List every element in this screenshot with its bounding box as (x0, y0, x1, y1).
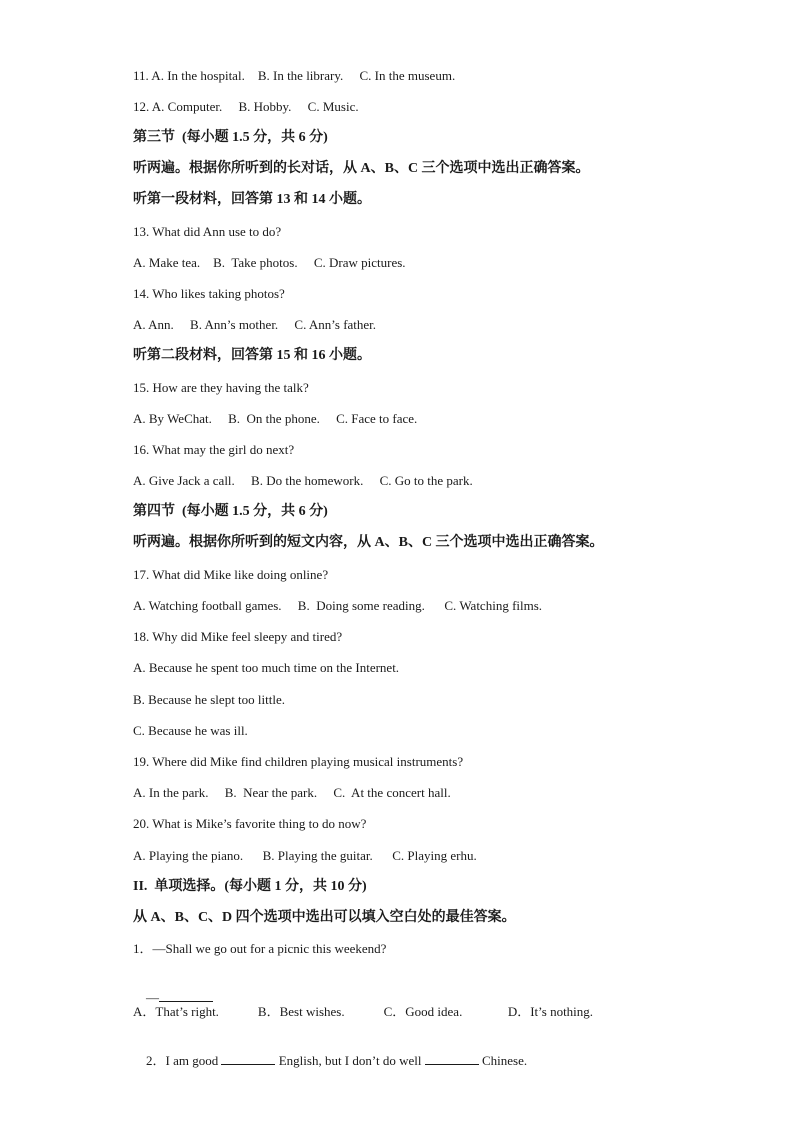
part-2-question-1: 1．—Shall we go out for a picnic this weekend? (133, 941, 387, 956)
question-2-text-start: 2．I am good (146, 1053, 222, 1068)
section-3-part-1-heading: 听第一段材料，回答第 13 和 14 小题。 (133, 192, 371, 207)
answer-blank-2 (425, 1052, 479, 1065)
question-17-options: A. Watching football games. B. Doing some reading. C. Watching films. (133, 598, 543, 613)
question-12: 12. A. Computer. B. Hobby. C. Music. (133, 99, 359, 114)
question-18: 18. Why did Mike feel sleepy and tired? (133, 629, 343, 644)
question-16: 16. What may the girl do next? (133, 442, 295, 457)
question-13-options: A. Make tea. B. Take photos. C. Draw pictures. (133, 255, 406, 270)
answer-blank-1 (221, 1052, 275, 1065)
section-3-instruction: 听两遍。根据你所听到的长对话，从 A、B、C 三个选项中选出正确答案。 (133, 161, 590, 176)
section-3-part-2-heading: 听第二段材料，回答第 15 和 16 小题。 (133, 348, 371, 363)
question-16-options: A. Give Jack a call. B. Do the homework. C. Go to the park. (133, 473, 473, 488)
question-2-text-end: Chinese. (478, 1053, 528, 1068)
section-4-heading: 第四节 (每小题 1.5 分，共 6 分) (133, 504, 328, 519)
part-2-question-1-options: A．That’s right. B．Best wishes. C．Good idea. D．It’s nothing. (133, 1004, 594, 1019)
question-20: 20. What is Mike’s favorite thing to do now? (133, 816, 367, 831)
question-15: 15. How are they having the talk? (133, 380, 309, 395)
question-19-options: A. In the park. B. Near the park. C. At the concert hall. (133, 785, 451, 800)
part-2-heading: II. 单项选择。(每小题 1 分，共 10 分) (133, 879, 367, 894)
reply-dash: — (146, 990, 159, 1005)
section-3-heading: 第三节 (每小题 1.5 分，共 6 分) (133, 130, 328, 145)
question-14: 14. Who likes taking photos? (133, 286, 285, 301)
part-2-question-2 (133, 1034, 527, 1088)
question-13: 13. What did Ann use to do? (133, 224, 282, 239)
question-11: 11. A. In the hospital. B. In the library. C. In the museum. (133, 68, 456, 83)
question-19: 19. Where did Mike find children playing musical instruments? (133, 754, 464, 769)
part-2-instruction: 从 A、B、C、D 四个选项中选出可以填入空白处的最佳答案。 (133, 910, 516, 925)
question-20-options: A. Playing the piano. B. Playing the guitar. C. Playing erhu. (133, 848, 477, 863)
question-17: 17. What did Mike like doing online? (133, 567, 329, 582)
question-18-option-c: C. Because he was ill. (133, 723, 248, 738)
section-4-instruction: 听两遍。根据你所听到的短文内容，从 A、B、C 三个选项中选出正确答案。 (133, 535, 604, 550)
question-18-option-a: A. Because he spent too much time on the Internet. (133, 660, 400, 675)
question-2-text-middle: English, but I don’t do well (275, 1053, 425, 1068)
question-15-options: A. By WeChat. B. On the phone. C. Face to face. (133, 411, 418, 426)
answer-blank (159, 989, 213, 1002)
question-14-options: A. Ann. B. Ann’s mother. C. Ann’s father. (133, 317, 377, 332)
question-18-option-b: B. Because he slept too little. (133, 692, 285, 707)
